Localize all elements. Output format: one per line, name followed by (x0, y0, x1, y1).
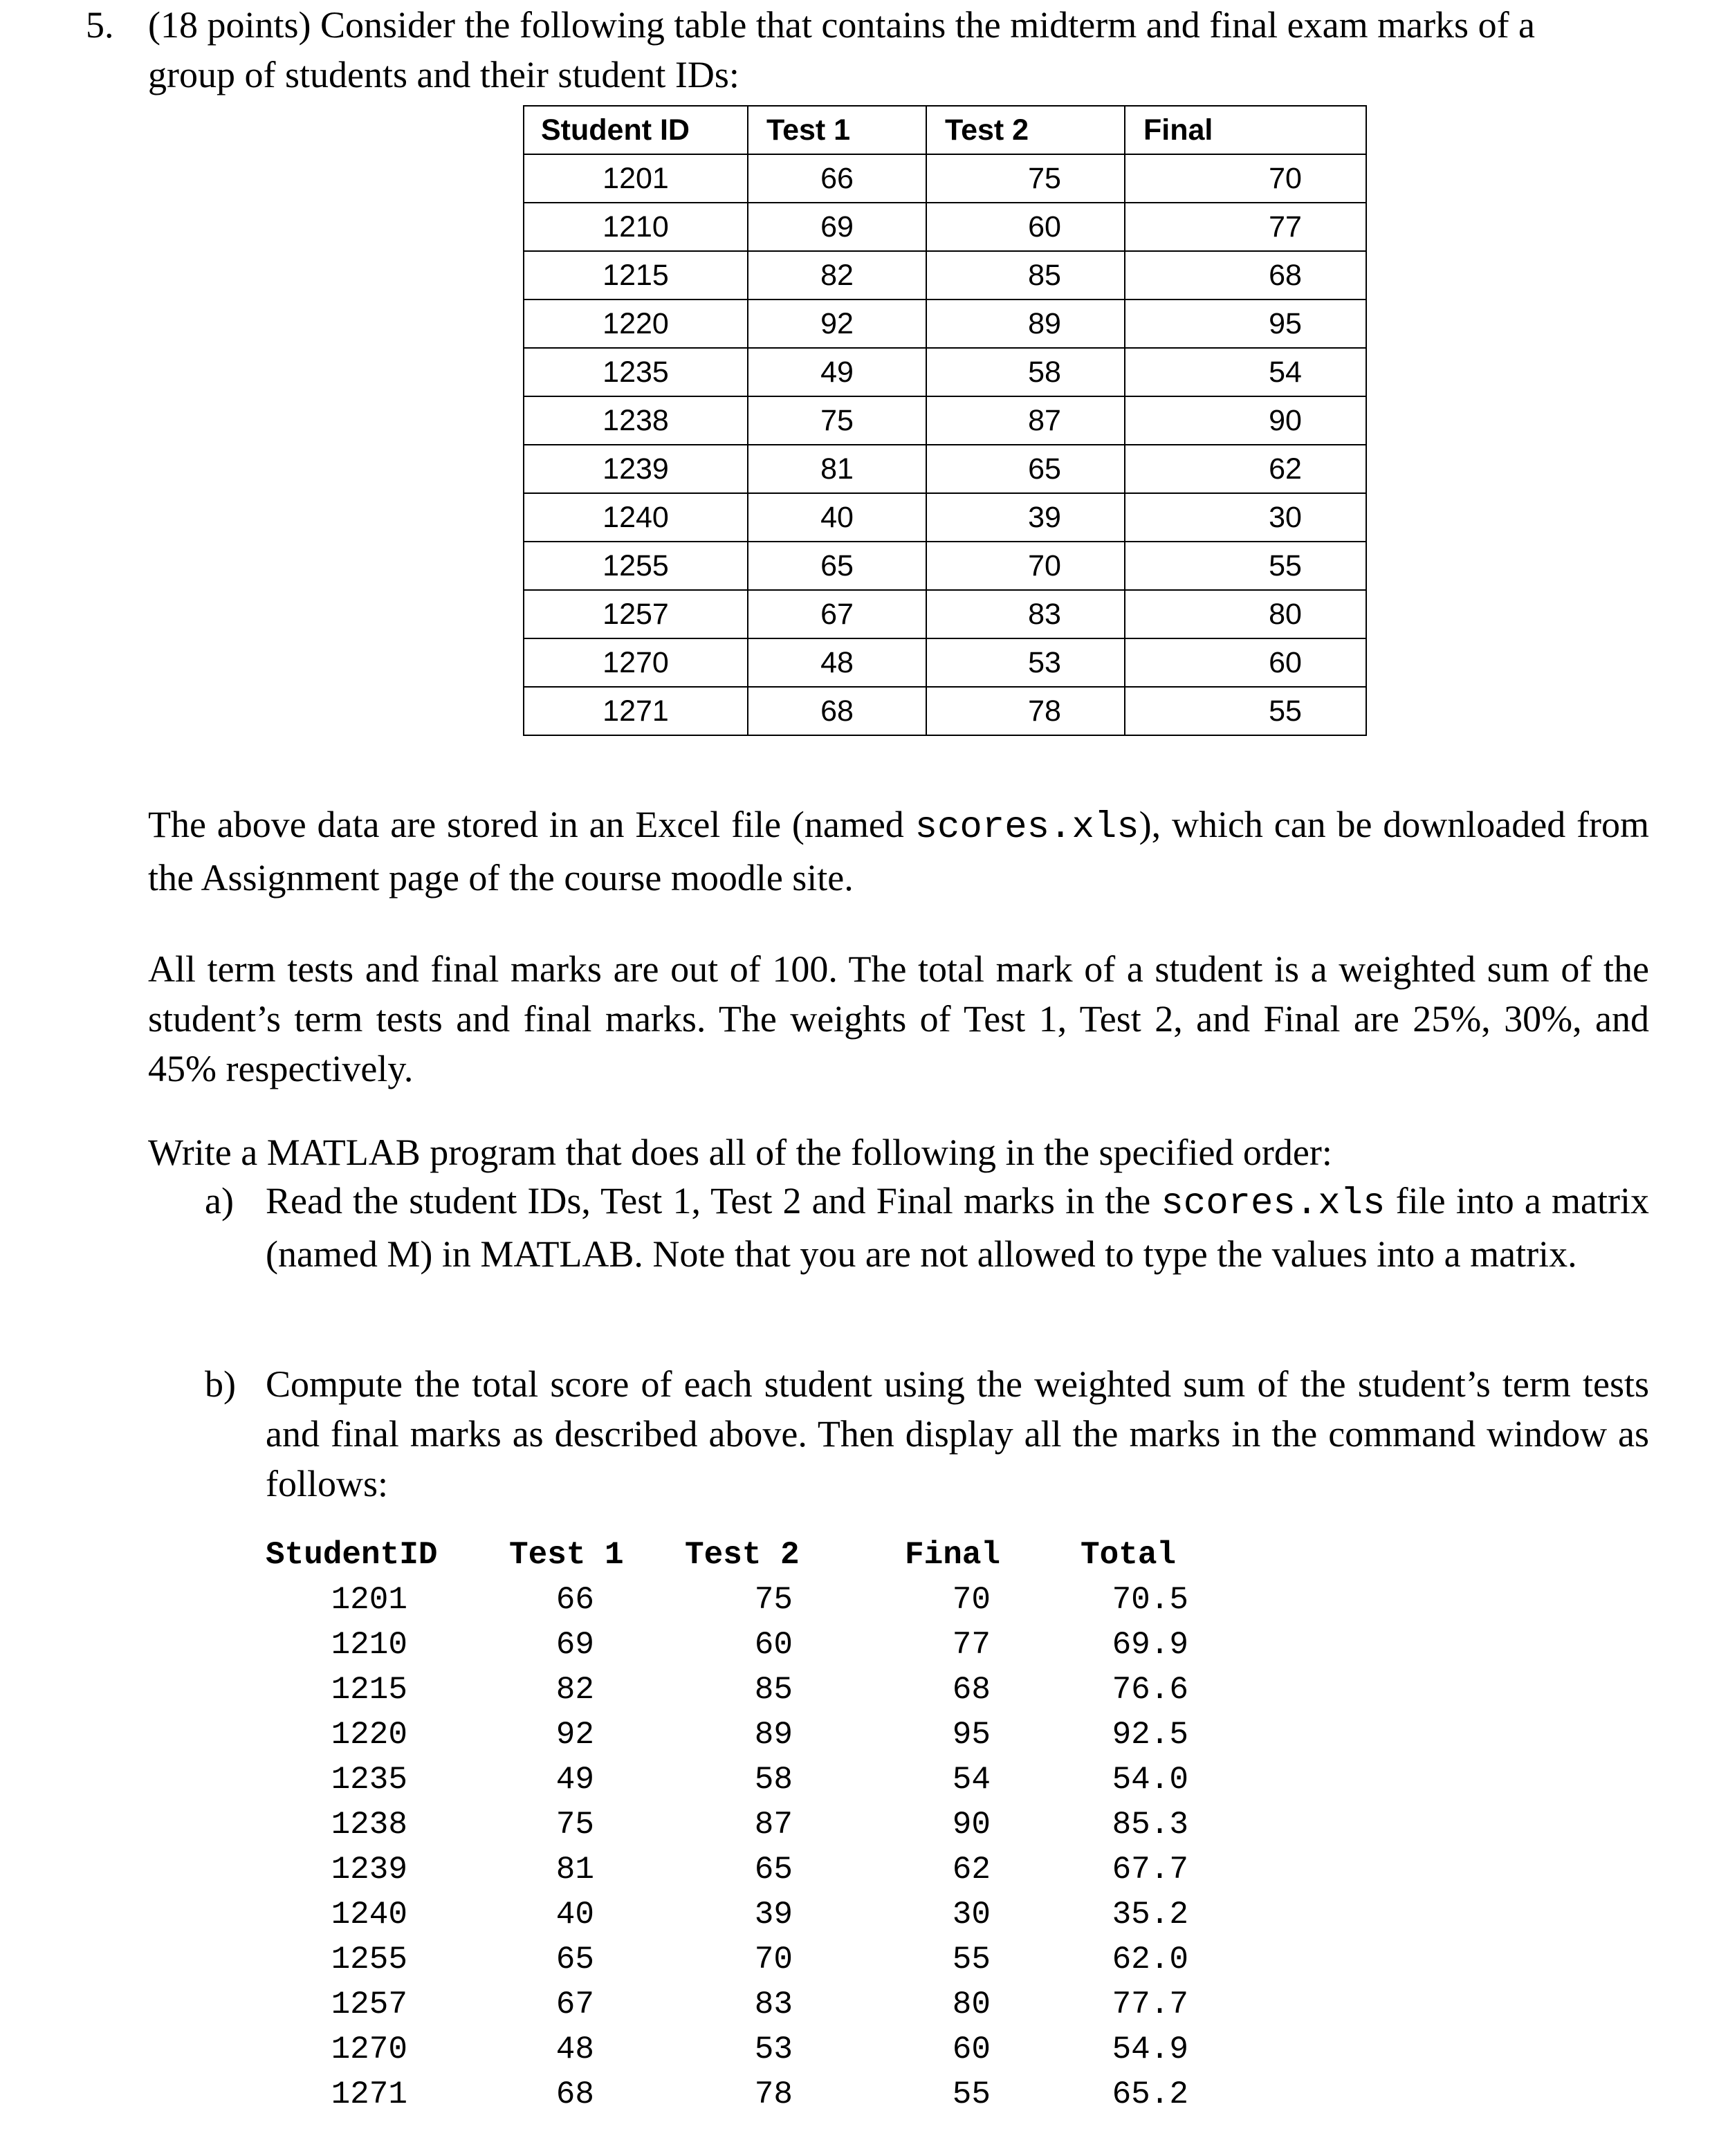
cell-test-2: 58 (926, 348, 1125, 396)
output-cell-test-2: 89 (754, 1717, 793, 1753)
output-cell-test-1: 66 (555, 1582, 594, 1618)
output-cell-studentid: 1239 (331, 1852, 407, 1888)
item-a-text (266, 1176, 1649, 1279)
output-cell-studentid: 1255 (331, 1942, 407, 1978)
output-cell-final: 68 (952, 1672, 991, 1708)
item-b-label: b) (205, 1363, 236, 1405)
output-cell-final: 60 (952, 2031, 991, 2067)
cell-test-2: 53 (926, 638, 1125, 687)
output-cell-total: 35.2 (1112, 1897, 1188, 1933)
output-cell-total: 85.3 (1112, 1807, 1188, 1843)
cell-test-1: 81 (748, 445, 926, 493)
output-row (266, 1897, 1234, 1942)
output-cell-studentid: 1240 (331, 1897, 407, 1933)
output-cell-studentid: 1201 (331, 1582, 407, 1618)
header-final: Final (1125, 106, 1366, 154)
output-cell-studentid: 1220 (331, 1717, 407, 1753)
cell-test-1: 48 (748, 638, 926, 687)
paragraph-data-storage (148, 800, 1649, 903)
output-cell-test-1: 69 (555, 1627, 594, 1663)
output-cell-studentid: 1257 (331, 1987, 407, 2023)
output-cell-total: 62.0 (1112, 1942, 1188, 1978)
table-row (524, 203, 1366, 251)
item-a-label: a) (205, 1180, 234, 1222)
cell-test-2: 60 (926, 203, 1125, 251)
cell-final: 68 (1125, 251, 1366, 300)
output-cell-final: 30 (952, 1897, 991, 1933)
output-row (266, 1717, 1234, 1762)
output-cell-test-1: 68 (555, 2076, 594, 2112)
output-cell-total: 76.6 (1112, 1672, 1188, 1708)
output-cell-test-2: 53 (754, 2031, 793, 2067)
question-number: 5. (86, 4, 114, 46)
cell-test-1: 92 (748, 300, 926, 348)
storage-text-before: The above data are stored in an Excel file (named (148, 804, 915, 845)
paragraph-weights: All term tests and final marks are out of 100. The total mark of a student is a weighted sum of the student’s term tests and final marks. The weights of Test 1, Test 2, and Final are 25%, 30%, and 45% respectively. (148, 948, 1649, 1089)
cell-student-id: 1210 (524, 203, 748, 251)
cell-test-2: 70 (926, 542, 1125, 590)
output-cell-studentid: 1210 (331, 1627, 407, 1663)
item-b-text: Compute the total score of each student using the weighted sum of the student’s term tests and final marks as described above. Then display all the marks in the command window as follows: (266, 1363, 1649, 1504)
output-cell-test-1: 49 (555, 1762, 594, 1798)
cell-student-id: 1270 (524, 638, 748, 687)
cell-final: 80 (1125, 590, 1366, 638)
cell-student-id: 1239 (524, 445, 748, 493)
cell-final: 77 (1125, 203, 1366, 251)
cell-test-2: 85 (926, 251, 1125, 300)
output-cell-studentid: 1215 (331, 1672, 407, 1708)
cell-test-1: 68 (748, 687, 926, 735)
output-cell-final: 55 (952, 2076, 991, 2112)
output-cell-final: 62 (952, 1852, 991, 1888)
table-row (524, 542, 1366, 590)
output-row (266, 2031, 1234, 2077)
paragraph-instructions: Write a MATLAB program that does all of the following in the specified order: (148, 1132, 1332, 1173)
cell-final: 55 (1125, 542, 1366, 590)
output-cell-test-2: 85 (754, 1672, 793, 1708)
storage-text-after: ), which can be downloaded from the Assignment page of the course moodle site. (148, 804, 1649, 899)
output-cell-final: 55 (952, 1942, 991, 1978)
marks-table-header-row (524, 106, 1366, 154)
output-cell-test-1: 92 (555, 1717, 594, 1753)
output-cell-test-2: 58 (754, 1762, 793, 1798)
output-cell-test-1: 48 (555, 2031, 594, 2067)
cell-student-id: 1255 (524, 542, 748, 590)
output-cell-final: 90 (952, 1807, 991, 1843)
cell-final: 62 (1125, 445, 1366, 493)
output-cell-test-1: 82 (555, 1672, 594, 1708)
output-cell-test-2: 70 (754, 1942, 793, 1978)
output-cell-test-1: 67 (555, 1987, 594, 2023)
table-row (524, 300, 1366, 348)
output-cell-total: 69.9 (1112, 1627, 1188, 1663)
output-cell-test-2: 87 (754, 1807, 793, 1843)
cell-student-id: 1215 (524, 251, 748, 300)
cell-test-2: 39 (926, 493, 1125, 542)
output-row (266, 1762, 1234, 1807)
output-cell-test-2: 75 (754, 1582, 793, 1618)
header-test-2: Test 2 (926, 106, 1125, 154)
output-cell-studentid: 1235 (331, 1762, 407, 1798)
output-header-test-2: Test 2 (685, 1537, 800, 1573)
item-a-text-before: Read the student IDs, Test 1, Test 2 and Final marks in the (266, 1180, 1161, 1222)
question-text-line-2: group of students and their student IDs: (148, 54, 739, 95)
cell-final: 95 (1125, 300, 1366, 348)
output-header-final: Final (905, 1537, 1001, 1573)
output-cell-total: 77.7 (1112, 1987, 1188, 2023)
output-row (266, 2076, 1234, 2122)
table-row (524, 590, 1366, 638)
output-cell-test-1: 81 (555, 1852, 594, 1888)
cell-test-1: 66 (748, 154, 926, 203)
table-row (524, 396, 1366, 445)
table-row (524, 493, 1366, 542)
cell-final: 60 (1125, 638, 1366, 687)
cell-student-id: 1257 (524, 590, 748, 638)
output-cell-total: 70.5 (1112, 1582, 1188, 1618)
cell-final: 30 (1125, 493, 1366, 542)
output-cell-test-1: 40 (555, 1897, 594, 1933)
cell-test-1: 67 (748, 590, 926, 638)
table-row (524, 687, 1366, 735)
cell-final: 54 (1125, 348, 1366, 396)
output-cell-total: 67.7 (1112, 1852, 1188, 1888)
output-cell-test-1: 65 (555, 1942, 594, 1978)
item-a-text-after: file into a matrix (named M) in MATLAB. Note that you are not allowed to type the values into a matrix. (266, 1180, 1649, 1275)
cell-test-1: 82 (748, 251, 926, 300)
cell-final: 90 (1125, 396, 1366, 445)
output-cell-studentid: 1271 (331, 2076, 407, 2112)
cell-test-2: 75 (926, 154, 1125, 203)
cell-test-2: 78 (926, 687, 1125, 735)
cell-test-2: 83 (926, 590, 1125, 638)
header-student-id: Student ID (524, 106, 748, 154)
output-cell-final: 70 (952, 1582, 991, 1618)
output-row (266, 1942, 1234, 1987)
cell-student-id: 1240 (524, 493, 748, 542)
table-row (524, 445, 1366, 493)
output-cell-final: 77 (952, 1627, 991, 1663)
output-cell-total: 54.9 (1112, 2031, 1188, 2067)
output-header-total: Total (1081, 1537, 1177, 1573)
output-cell-final: 80 (952, 1987, 991, 2023)
output-row (266, 1582, 1234, 1628)
marks-table (523, 105, 1367, 736)
output-row (266, 1807, 1234, 1852)
table-row (524, 154, 1366, 203)
output-row (266, 1627, 1234, 1673)
cell-student-id: 1201 (524, 154, 748, 203)
output-cell-final: 54 (952, 1762, 991, 1798)
cell-test-2: 65 (926, 445, 1125, 493)
cell-final: 55 (1125, 687, 1366, 735)
output-cell-test-2: 65 (754, 1852, 793, 1888)
storage-filename: scores.xls (914, 807, 1139, 849)
output-cell-test-2: 78 (754, 2076, 793, 2112)
cell-final: 70 (1125, 154, 1366, 203)
cell-test-1: 75 (748, 396, 926, 445)
output-cell-studentid: 1238 (331, 1807, 407, 1843)
output-header-test-1: Test 1 (509, 1537, 624, 1573)
output-cell-test-2: 60 (754, 1627, 793, 1663)
table-row (524, 251, 1366, 300)
output-header-studentid: StudentID (266, 1537, 438, 1573)
cell-test-1: 40 (748, 493, 926, 542)
cell-student-id: 1238 (524, 396, 748, 445)
output-cell-studentid: 1270 (331, 2031, 407, 2067)
marks-table-body (524, 154, 1366, 735)
cell-test-2: 87 (926, 396, 1125, 445)
table-row (524, 638, 1366, 687)
output-cell-test-2: 83 (754, 1987, 793, 2023)
output-row (266, 1987, 1234, 2032)
cell-test-1: 65 (748, 542, 926, 590)
output-cell-test-2: 39 (754, 1897, 793, 1933)
question-text-line-1: (18 points) Consider the following table that contains the midterm and final exam marks of a (148, 4, 1536, 46)
header-test-1: Test 1 (748, 106, 926, 154)
output-row (266, 1672, 1234, 1717)
output-cell-total: 65.2 (1112, 2076, 1188, 2112)
cell-student-id: 1220 (524, 300, 748, 348)
table-row (524, 348, 1366, 396)
cell-student-id: 1235 (524, 348, 748, 396)
output-row (266, 1852, 1234, 1897)
output-cell-test-1: 75 (555, 1807, 594, 1843)
cell-test-1: 69 (748, 203, 926, 251)
cell-test-1: 49 (748, 348, 926, 396)
output-cell-final: 95 (952, 1717, 991, 1753)
output-cell-total: 54.0 (1112, 1762, 1188, 1798)
item-a-filename: scores.xls (1161, 1183, 1386, 1225)
cell-student-id: 1271 (524, 687, 748, 735)
output-cell-total: 92.5 (1112, 1717, 1188, 1753)
cell-test-2: 89 (926, 300, 1125, 348)
